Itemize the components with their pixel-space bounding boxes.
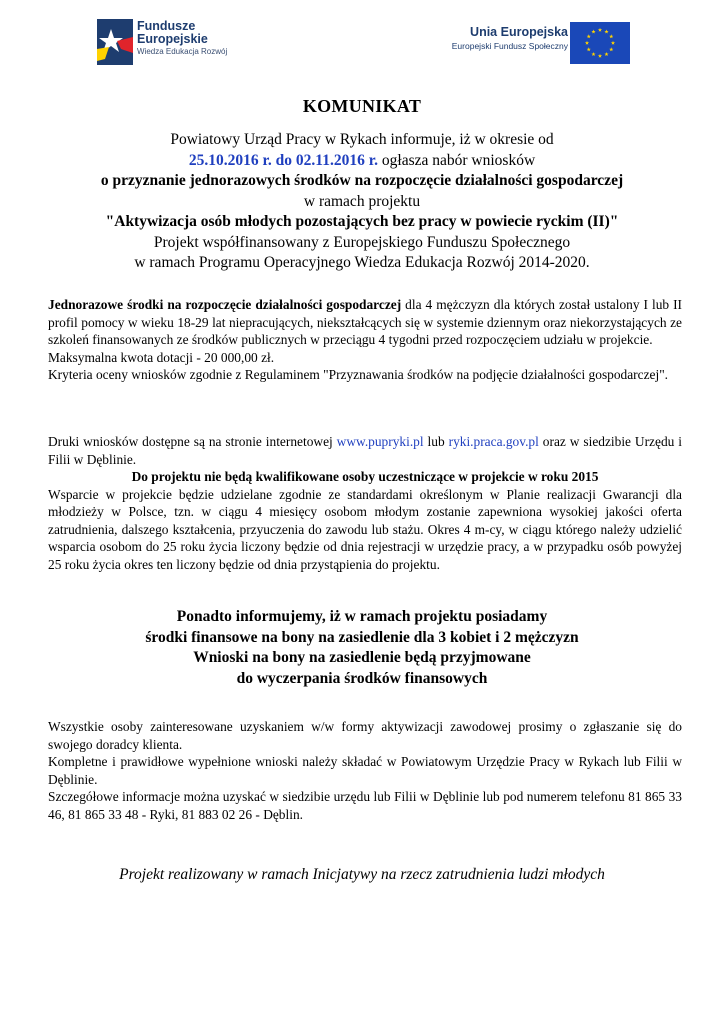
paragraph-informacje: Szczegółowe informacje można uzyskać w siedzibie urzędu lub Filii w Dęblinie lub pod numerem telefonu 81 865 33 46, 81 865 33 48 - Ryki, 81 883 02 26 - Dęblin.: [48, 789, 682, 822]
link-pupryki[interactable]: www.pupryki.pl: [336, 434, 424, 449]
bony-line-3: Wnioski na bony na zasiedlenie będą przyjmowane: [193, 649, 531, 666]
intro-line-3: o przyznanie jednorazowych środków na rozpoczęcie działalności gospodarczej: [100, 172, 624, 189]
bony-line-4: do wyczerpania środków finansowych: [236, 669, 488, 687]
intro-block: [40, 130, 684, 274]
fundusze-europejskie-logo: [97, 19, 237, 65]
intro-line-2: 25.10.2016 r. do 02.11.2016 r. ogłasza nabór wniosków: [188, 151, 536, 169]
section-druki: [48, 433, 682, 573]
paragraph-doradca: Wszystkie osoby zainteresowane uzyskaniem w/w formy aktywizacji zawodowej prosimy o zgłaszanie się do swojego doradcy klienta.: [48, 719, 682, 752]
fundusze-label: Fundusze: [137, 19, 196, 33]
project-name: "Aktywizacja osób młodych pozostających bez pracy w powiecie ryckim (II)": [105, 213, 619, 230]
intro-line-1: Powiatowy Urząd Pracy w Rykach informuje, iż w okresie od: [170, 131, 554, 148]
unia-europejska-logo: [410, 22, 632, 66]
bony-block: [60, 607, 664, 689]
intro-line-7: w ramach Programu Operacyjnego Wiedza Edukacja Rozwój 2014-2020.: [134, 254, 590, 271]
paragraph-wnioski: Kompletne i prawidłowe wypełnione wnioski należy składać w Powiatowym Urzędzie Pracy w Rykach lub Filii w Dęblinie.: [48, 754, 682, 787]
subheading-kwalifikacja: Do projektu nie będą kwalifikowane osoby uczestniczące w projekcie w roku 2015: [131, 469, 599, 484]
link-ryki-praca[interactable]: ryki.praca.gov.pl: [448, 434, 539, 449]
paragraph-srodki: Jednorazowe środki na rozpoczęcie działalności gospodarczej dla 4 mężczyzn dla których został ustalony I lub II profil pomocy w wieku 18-29 lat niepracujących, niekształcących się w systemie dziennym oraz niekorzystających ze szkoleń finansowanych ze środków publicznych w przeciągu 4 tygodni przed rozpoczęciem udziału w projekcie.: [48, 297, 682, 347]
section-dotacje: [48, 296, 682, 384]
paragraph-kryteria: Kryteria oceny wniosków zgodnie z Regulaminem "Przyznawania środków na podjęcie działalności gospodarczej".: [48, 367, 669, 382]
program-label: Wiedza Edukacja Rozwój: [137, 47, 228, 56]
page-title: KOMUNIKAT: [302, 96, 422, 116]
bony-line-1: Ponadto informujemy, iż w ramach projektu posiadamy: [176, 608, 548, 625]
efs-label: Europejski Fundusz Społeczny: [451, 41, 568, 51]
ue-label: Unia Europejska: [470, 25, 568, 39]
fundusze-star-icon: [97, 19, 133, 65]
footer-note: Projekt realizowany w ramach Inicjatywy na rzecz zatrudnienia ludzi młodych: [119, 866, 605, 883]
paragraph-druki: Druki wniosków dostępne są na stronie internetowej www.pupryki.pl lub ryki.praca.gov.pl oraz w siedzibie Urzędu i Filii w Dęblinie.: [48, 434, 682, 467]
intro-line-4: w ramach projektu: [303, 192, 421, 210]
paragraph-wsparcie: Wsparcie w projekcie będzie udzielane zgodnie ze standardami określonym w Planie realizacji Gwarancji dla młodzieży w Polsce, tzn. w ciągu 4 miesięcy osobom młodym zostanie zapewniona wysokiej jakości oferta zatrudnienia, dalszego kształcenia, przyuczenia do zawodu lub stażu. Okres 4 m-cy, w ciągu którego należy udzielić wsparcia osobom do 25 roku życia liczony będzie od dnia rejestracji w urzędzie pracy, a w przypadku osób powyżej 25 roku życia okres ten liczony będzie od dnia przystąpienia do projektu.: [48, 486, 682, 572]
eu-flag-icon: [570, 22, 630, 64]
bony-line-2: środki finansowe na bony na zasiedlenie dla 3 kobiet i 2 mężczyzn: [145, 628, 579, 646]
intro-line-6: Projekt współfinansowany z Europejskiego Funduszu Społecznego: [153, 233, 571, 251]
date-range: 25.10.2016 r. do 02.11.2016 r.: [188, 151, 379, 169]
paragraph-kwota: Maksymalna kwota dotacji - 20 000,00 zł.: [48, 349, 275, 365]
europejskie-label: Europejskie: [137, 32, 208, 46]
section-kontakt: [48, 718, 682, 823]
